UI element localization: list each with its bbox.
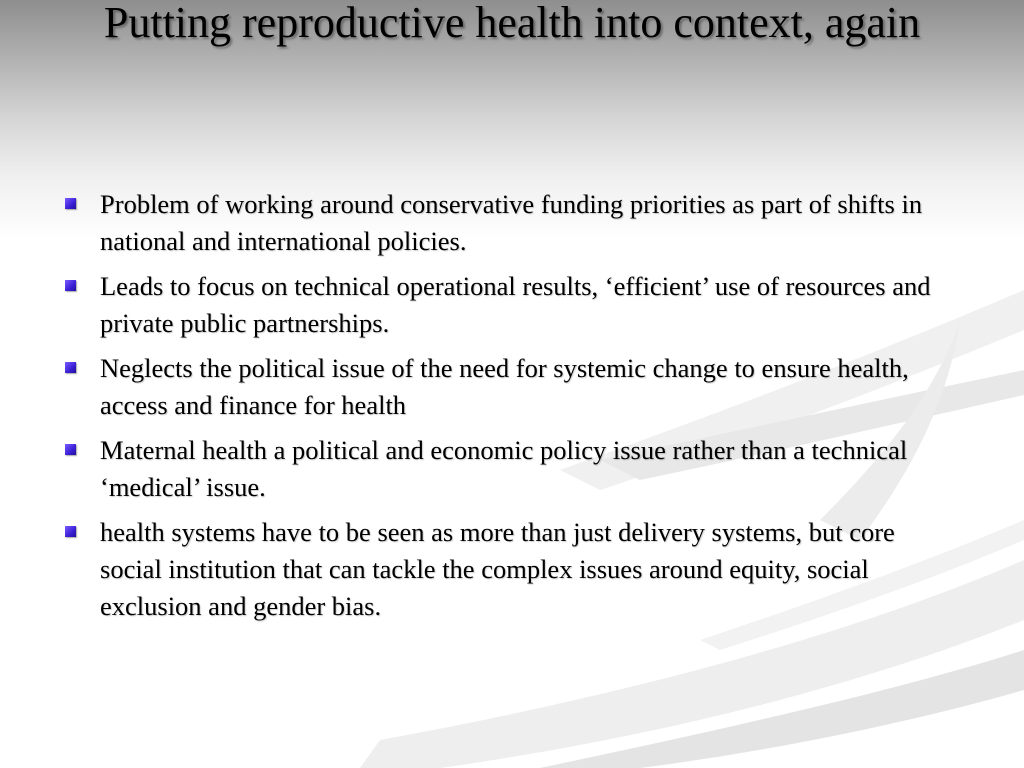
bullet-square-icon — [65, 198, 76, 209]
bullet-item — [62, 432, 962, 506]
bullet-item — [62, 350, 962, 424]
bullet-text: Problem of working around conservative funding priorities as part of shifts in national and international policies. — [100, 189, 923, 256]
bullet-text: Leads to focus on technical operational results, ‘efficient’ use of resources and private public partnerships. — [100, 271, 931, 338]
bullet-item — [62, 186, 962, 260]
bullet-square-icon — [65, 280, 76, 291]
bullet-square-icon — [65, 444, 76, 455]
bullet-text: Maternal health a political and economic policy issue rather than a technical ‘medical’ issue. — [100, 435, 908, 502]
bullet-text: Neglects the political issue of the need for systemic change to ensure health, access and finance for health — [100, 353, 909, 420]
bullet-square-icon — [65, 526, 76, 537]
bullet-square-icon — [65, 362, 76, 373]
bullet-text: health systems have to be seen as more than just delivery systems, but core social institution that can tackle the complex issues around equity, social exclusion and gender bias. — [100, 517, 895, 621]
bullet-item — [62, 268, 962, 342]
slide-title: Putting reproductive health into context, again — [103, 0, 921, 47]
bullet-item — [62, 514, 962, 625]
bullet-list — [62, 186, 962, 633]
